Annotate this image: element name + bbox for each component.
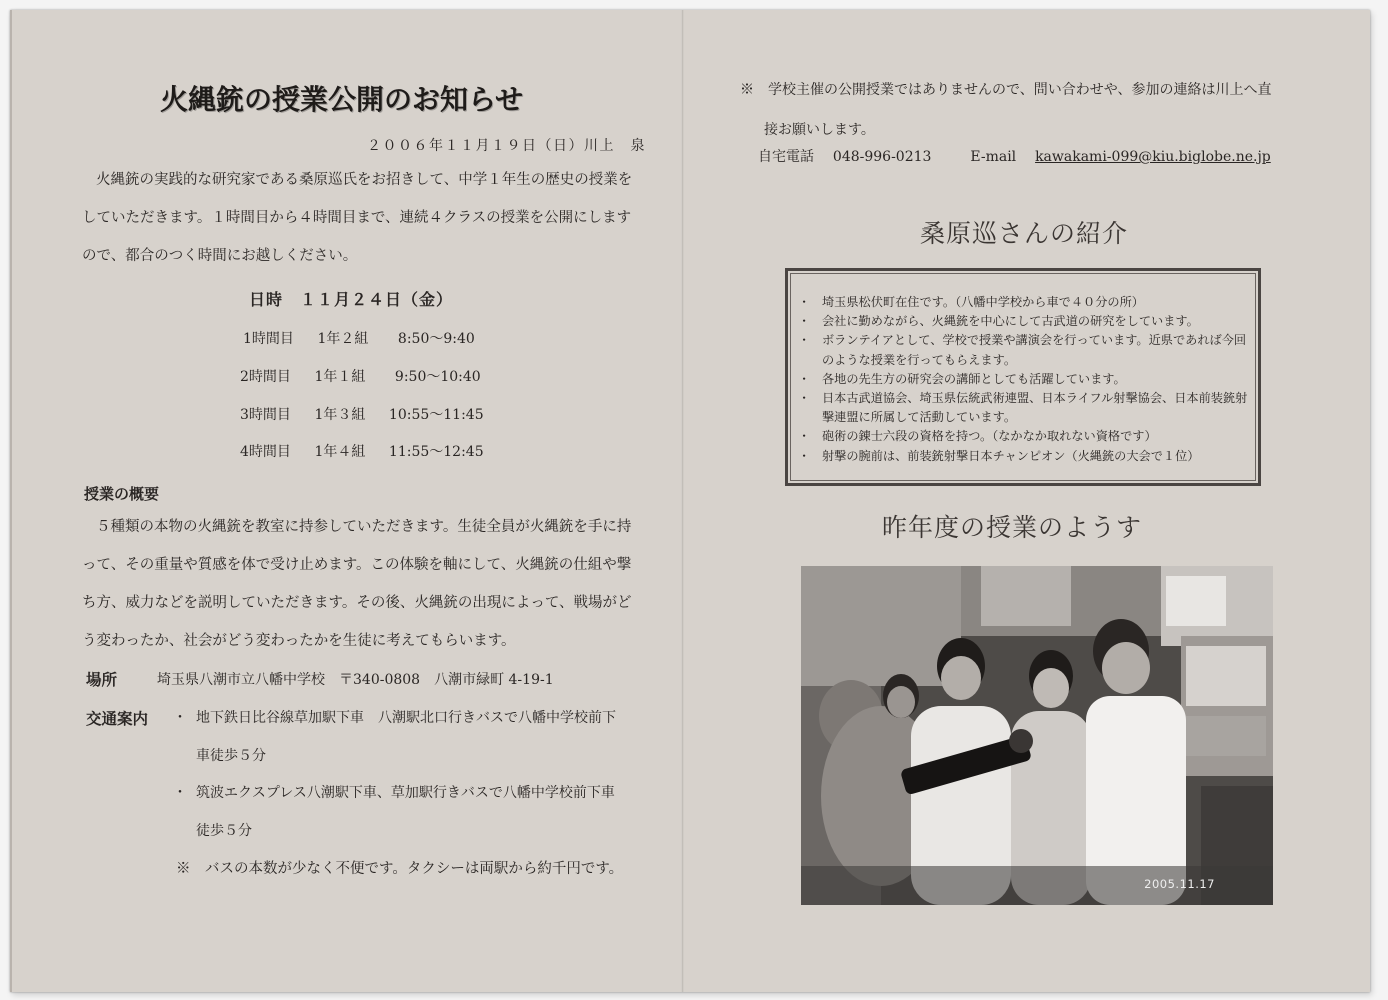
email-label: E-mail — [970, 149, 1017, 165]
schedule-row — [240, 366, 481, 386]
profile-heading: 桑原巡さんの紹介 — [920, 219, 1129, 248]
profile-item: ・ ボランテイアとして、学校で授業や講演会を行っています。近県であれば今回のような授業を行ってもらえます。 — [798, 331, 1248, 369]
bullet-dot: ・ — [173, 710, 187, 726]
photo-date-stamp: 2005.11.17 — [1144, 877, 1215, 891]
class: 1年１組 — [314, 369, 366, 385]
overview-paragraph — [82, 508, 642, 660]
notice-line: 接お願いします。 — [764, 122, 875, 138]
profile-item: ・ 砲術の錬士六段の資格を持つ。（なかなか取れない資格です） — [798, 427, 1248, 446]
profile-item: ・ 会社に勤めながら、火縄銃を中心にして古武道の研究をしています。 — [798, 312, 1248, 331]
overview-line: ち方、威力などを説明していただきます。その後、火縄銃の出現によって、戦場がど — [82, 595, 632, 611]
schedule-row — [240, 404, 484, 424]
profile-item: ・ 埼玉県松伏町在住です。（八幡中学校から車で４０分の所） — [798, 293, 1248, 312]
profile-item: ・ 各地の先生方の研究会の講師としても活躍しています。 — [798, 370, 1248, 389]
period: 1時間目 — [243, 331, 294, 347]
phone-number: 048-996-0213 — [832, 149, 932, 165]
time: 8:50～9:40 — [397, 331, 475, 347]
period: 3時間目 — [240, 407, 291, 423]
place-label: 場所 — [86, 671, 118, 689]
place-value: 埼玉県八潮市立八幡中学校 〒340-0808 八潮市緑町 4-19-1 — [157, 672, 554, 688]
phone-label: 自宅電話 — [758, 149, 814, 165]
profile-box — [785, 268, 1261, 486]
class: 1年４組 — [314, 444, 366, 460]
profile-item: ・ 日本古武道協会、埼玉県伝統武術連盟、日本ライフル射撃協会、日本前装銃射撃連盟に所属して活動しています。 — [798, 389, 1248, 427]
access-route-2: 筑波エクスプレス八潮駅下車、草加駅行きバスで八幡中学校前下車 — [196, 785, 615, 801]
access-route-2-cont: 徒歩５分 — [196, 823, 252, 839]
photo-heading: 昨年度の授業のようす — [882, 513, 1143, 542]
profile-item: ・ 射撃の腕前は、前装銃射撃日本チャンピオン（火縄銃の大会で１位） — [798, 447, 1248, 466]
intro-line: していただきます。１時間目から４時間目まで、連続４クラスの授業を公開にします — [82, 210, 632, 226]
class-photo — [801, 566, 1273, 905]
bullet-dot: ・ — [173, 785, 187, 801]
schedule-row — [240, 441, 484, 461]
access-route-1: 地下鉄日比谷線草加駅下車 八潮駅北口行きバスで八幡中学校前下 — [196, 710, 616, 726]
time: 11:55～12:45 — [388, 444, 484, 460]
class: 1年３組 — [314, 407, 366, 423]
class: 1年２組 — [317, 331, 369, 347]
bus-note: ※ バスの本数が少なく不便です。タクシーは両駅から約千円です。 — [176, 861, 624, 877]
profile-list — [788, 271, 1258, 466]
center-fold — [681, 10, 684, 992]
overview-line: ５種類の本物の火縄銃を教室に持参していただきます。生徒全員が火縄銃を手に持 — [96, 519, 632, 535]
time: 10:55～11:45 — [388, 407, 484, 423]
notice-line: ※ 学校主催の公開授業ではありませんので、問い合わせや、参加の連絡は川上へ直 — [740, 82, 1272, 98]
contact-line — [758, 146, 1271, 166]
intro-line: 火縄銃の実践的な研究家である桑原巡氏をお招きして、中学１年生の歴史の授業を — [96, 172, 633, 188]
page-title: 火縄銃の授業公開のお知らせ — [160, 83, 524, 116]
schedule-heading: 日時 １１月２４日（金） — [249, 290, 454, 309]
access-label: 交通案内 — [86, 710, 149, 728]
access-route-1-cont: 車徒歩５分 — [196, 748, 266, 764]
time: 9:50～10:40 — [394, 369, 481, 385]
intro-paragraph — [82, 161, 642, 275]
date-line: ２００６年１１月１９日（日）川上 泉 — [367, 138, 646, 154]
class-photo-illustration — [801, 566, 1273, 905]
notice — [740, 70, 1300, 150]
overview-line: って、その重量や質感を体で受け止めます。この体験を軸にして、火縄銃の仕組や撃 — [82, 557, 632, 573]
intro-line: ので、都合のつく時間にお越しください。 — [82, 248, 358, 264]
period: 2時間目 — [240, 369, 291, 385]
schedule-row — [243, 328, 475, 348]
overview-line: う変わったか、社会がどう変わったかを生徒に考えてもらいます。 — [82, 633, 516, 649]
period: 4時間目 — [240, 444, 291, 460]
overview-heading: 授業の概要 — [84, 485, 160, 503]
email-link[interactable]: kawakami-099@kiu.biglobe.ne.jp — [1035, 149, 1271, 165]
